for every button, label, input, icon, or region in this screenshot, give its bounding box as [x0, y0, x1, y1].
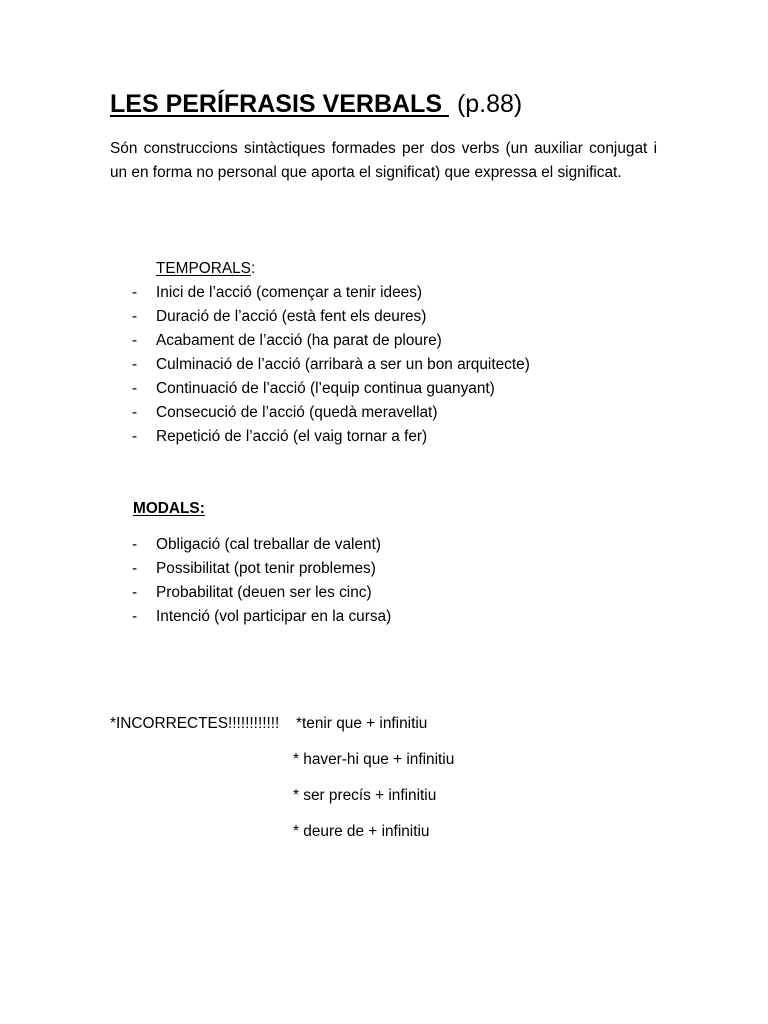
bullet-dash: - — [132, 308, 138, 325]
bullet-dash: - — [132, 608, 138, 625]
list-item — [110, 425, 530, 449]
list-item-text: Possibilitat (pot tenir problemes) — [156, 560, 376, 577]
bullet-dash: - — [132, 584, 138, 601]
modals-heading — [133, 497, 205, 521]
list-item-text: Repetició de l’acció (el vaig tornar a fer) — [156, 428, 428, 445]
bullet-dash: - — [132, 284, 138, 301]
list-item — [110, 377, 530, 401]
bullet-dash: - — [132, 332, 138, 349]
list-item-text: Probabilitat (deuen ser les cinc) — [156, 584, 372, 601]
list-item — [110, 533, 391, 557]
list-item-text: Intenció (vol participar en la cursa) — [156, 608, 392, 625]
list-item-text: Obligació (cal treballar de valent) — [156, 536, 381, 553]
list-item — [110, 305, 530, 329]
list-item-text: Culminació de l’acció (arribarà a ser un bon arquitecte) — [156, 356, 530, 373]
bullet-dash: - — [132, 536, 138, 553]
list-item — [110, 581, 391, 605]
modals-heading-label: MODALS: — [133, 500, 205, 517]
bullet-dash: - — [132, 404, 138, 421]
list-item — [110, 329, 530, 353]
list-item — [110, 353, 530, 377]
bullet-dash: - — [132, 356, 138, 373]
list-item — [110, 281, 530, 305]
intro-paragraph: Són construccions sintàctiques formades per dos verbs (un auxiliar conjugat i un en forma no personal que aporta el significat) que expressa el significat. — [110, 140, 657, 181]
temporals-heading — [156, 257, 255, 281]
list-item-text: Continuació de l’acció (l’equip continua guanyant) — [156, 380, 495, 397]
list-item — [110, 557, 391, 581]
list-item — [110, 401, 530, 425]
bullet-dash: - — [132, 428, 138, 445]
incorrect-item: * deure de + infinitiu — [293, 823, 430, 840]
title-main: LES PERÍFRASIS VERBALS — [110, 90, 449, 118]
incorrect-item: * haver-hi que + infinitiu — [293, 751, 455, 768]
modals-list — [110, 533, 391, 629]
bullet-dash: - — [132, 380, 138, 397]
document-title — [110, 86, 522, 122]
incorrect-label: *INCORRECTES!!!!!!!!!!!! — [110, 715, 280, 732]
list-item-text: Inici de l’acció (començar a tenir idees) — [156, 284, 423, 301]
title-page-reference: (p.88) — [456, 90, 523, 118]
temporals-list — [110, 281, 530, 449]
list-item-text: Duració de l’acció (està fent els deures) — [156, 308, 427, 325]
list-item-text: Consecució de l’acció (quedà meravellat) — [156, 404, 438, 421]
incorrect-item: *tenir que + infinitiu — [296, 715, 428, 732]
temporals-heading-label: TEMPORALS — [156, 260, 251, 277]
list-item-text: Acabament de l’acció (ha parat de ploure) — [156, 332, 442, 349]
bullet-dash: - — [132, 560, 138, 577]
temporals-heading-colon: : — [250, 260, 256, 277]
list-item — [110, 605, 391, 629]
incorrect-item: * ser precís + infinitiu — [293, 787, 437, 804]
